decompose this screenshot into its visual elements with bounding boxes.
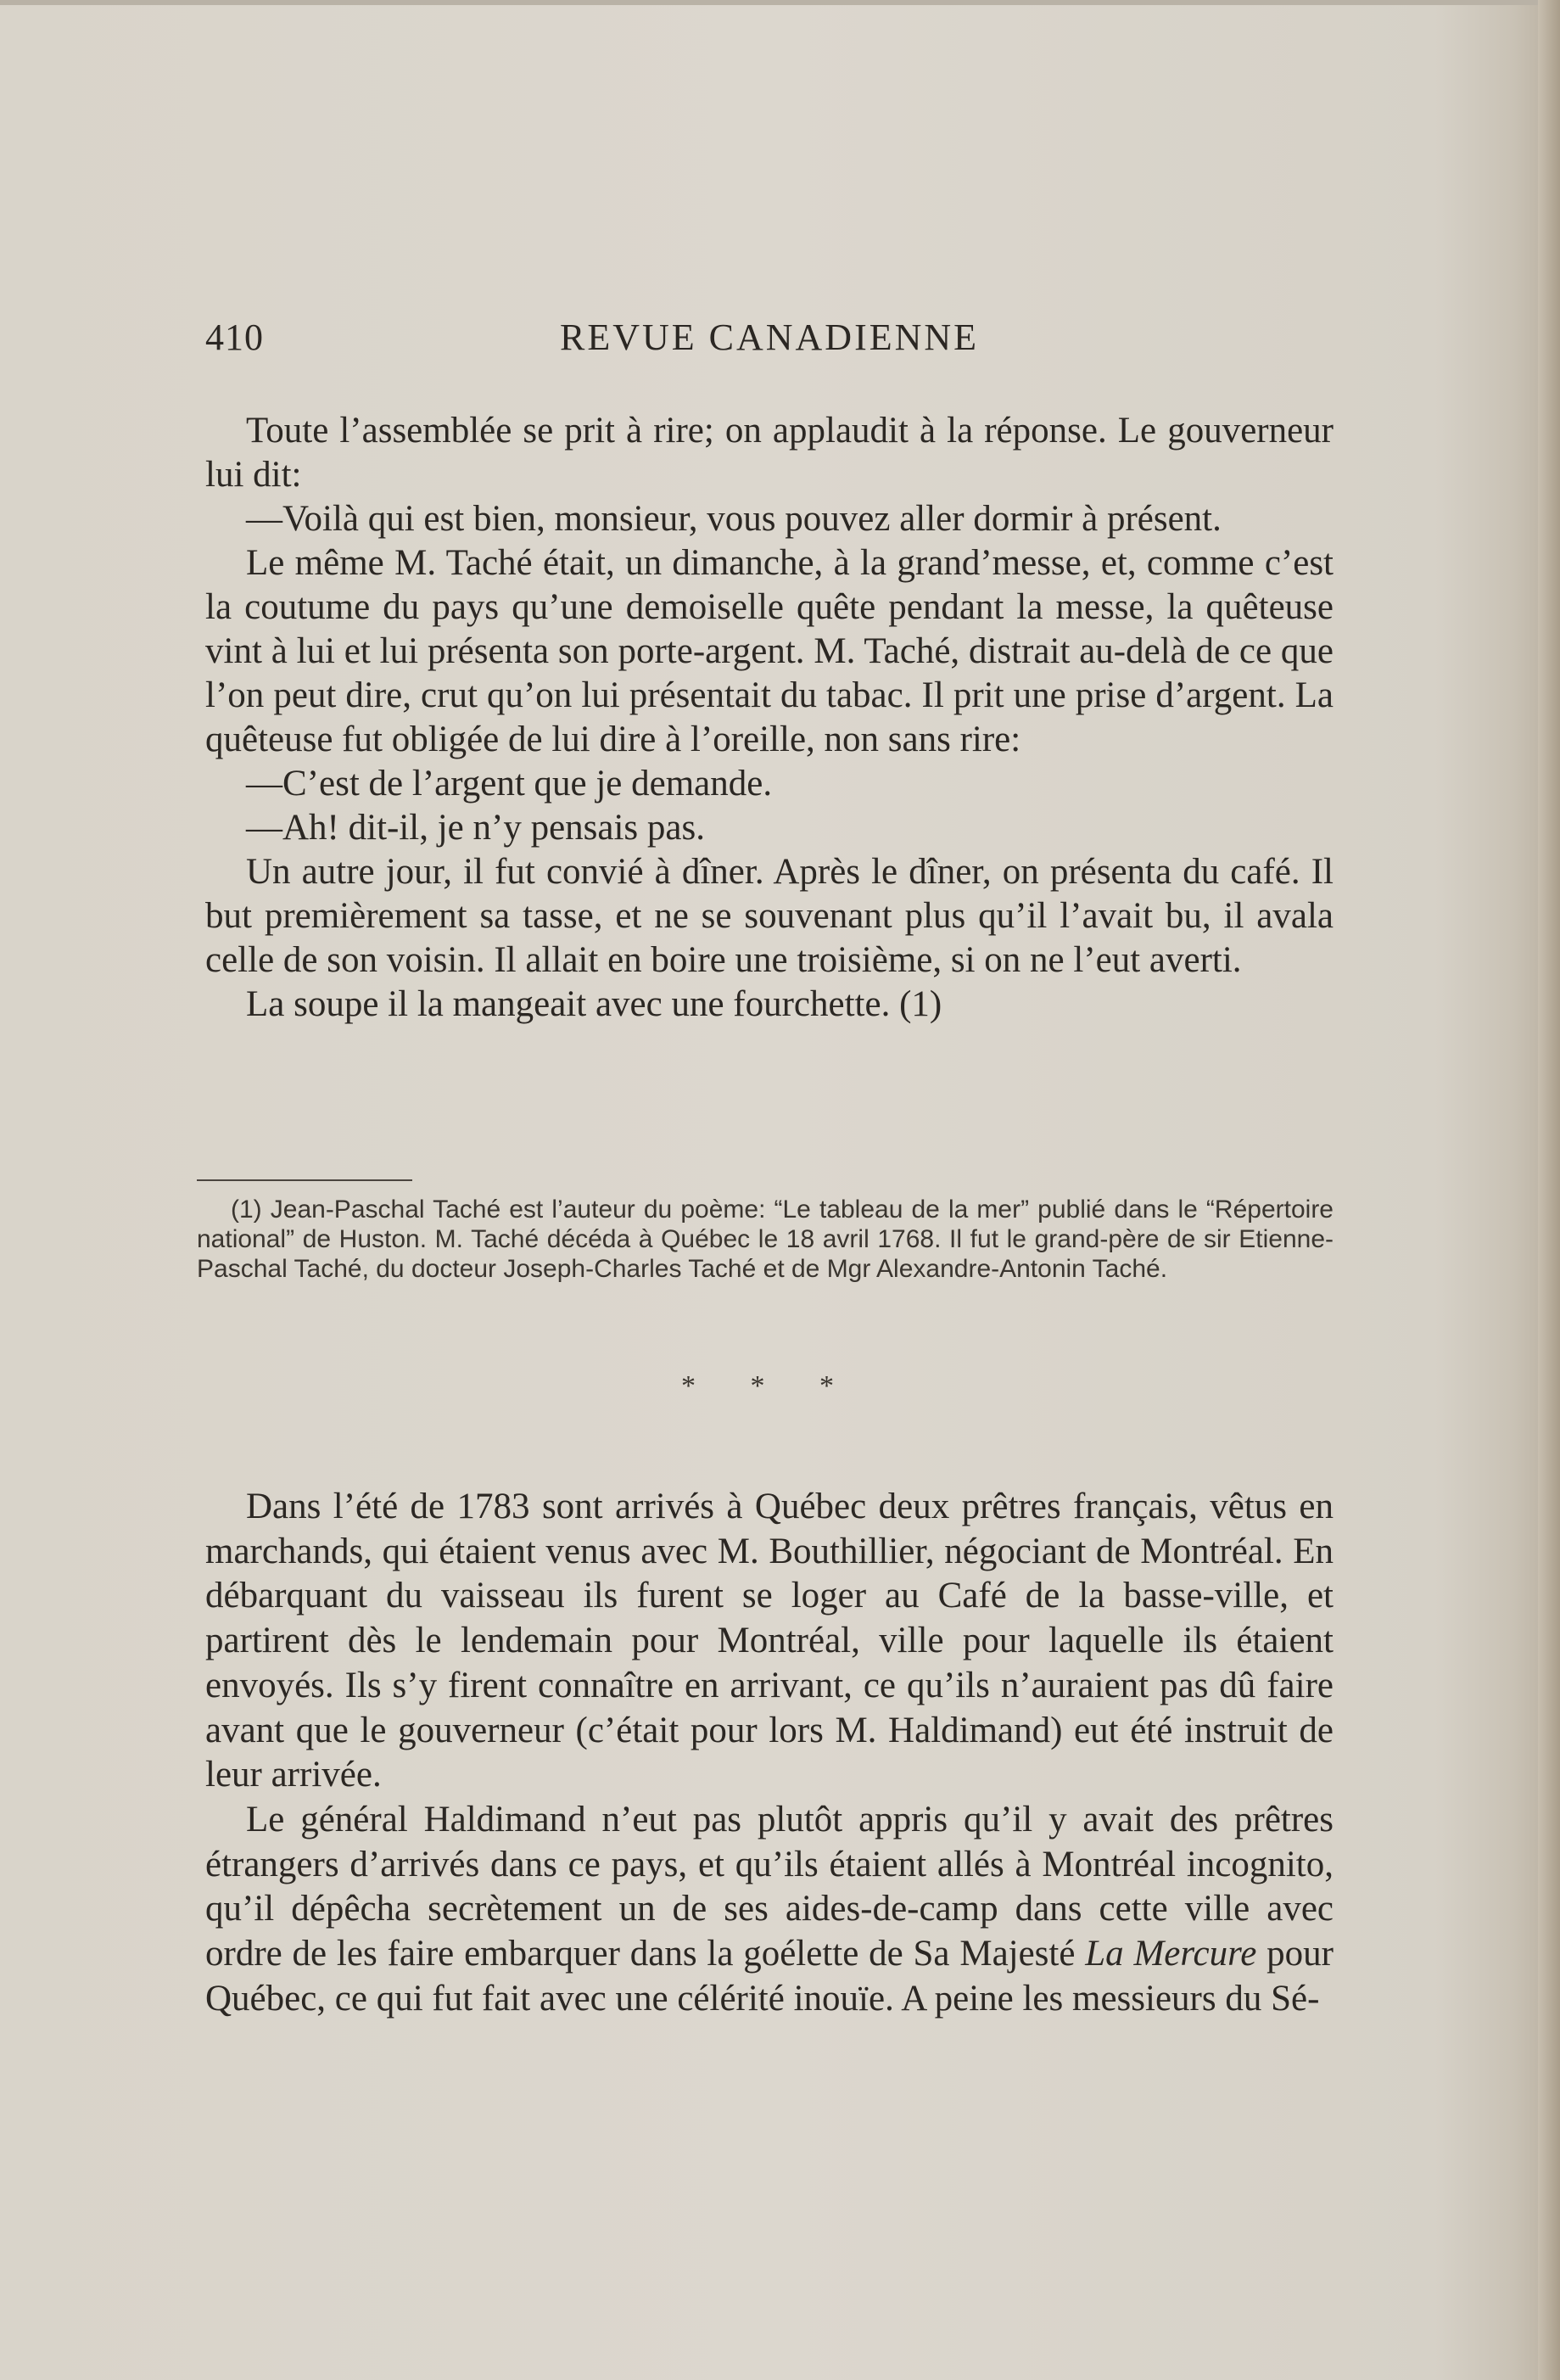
footnote [197,1195,1334,1284]
paragraph-soupe: La soupe il la mangeait avec une fourchette. (1) [246,984,942,1024]
running-title: REVUE CANADIENNE [559,316,980,358]
dialogue-voila: —Voilà qui est bien, monsieur, vous pouvez aller dormir à présent. [246,499,1222,539]
page-number: 410 [205,316,264,358]
dialogue-ah: —Ah! dit-il, je n’y pensais pas. [246,808,705,848]
haldimand-text-start: Le général Haldimand n’eut pas plutôt appris qu’il y avait des prêtres étrangers d’arrivés dans ce pays, et qu’ils étaient allés à Montréal incognito, qu’il dépêcha secrètement un de ses aides-de-camp dans cette ville avec ordre de les faire embarquer dans la goélette de Sa Majesté [205,1799,1334,1974]
paragraph-quete: Le même M. Taché était, un dimanche, à la grand’messe, et, comme c’est la coutume du pays qu’une demoiselle quête pendant la messe, la quêteuse vint à lui et lui présenta son porte-argent. M. Taché, distrait au-delà de ce que l’on peut dire, crut qu’on lui présentait du tabac. Il prit une prise d’argent. La quêteuse fut obligée de lui dire à l’oreille, non sans rire: [205,543,1334,759]
paragraph-pretres: Dans l’été de 1783 sont arrivés à Québec deux prêtres français, vêtus en marchands, qui étaient venus avec M. Bouthillier, négociant de Montréal. En débarquant du vaisseau ils furent se loger au Café de la basse-ville, et partirent dès le lendemain pour Montréal, ville pour laquelle ils étaient envoyés. Ils s’y firent connaître en arrivant, ce qu’ils n’auraient pas dû faire avant que le gouverneur (c’était pour lors M. Haldimand) eut été instruit de leur arrivée. [205,1487,1334,1795]
paragraph-assemblee: Toute l’assemblée se prit à rire; on applaudit à la réponse. Le gouverneur lui dit: [205,411,1334,495]
priests-section [205,1485,1334,2021]
paragraph-haldimand [205,1798,1334,2022]
page-binding-edge [1538,0,1560,2380]
page-top-edge [0,0,1560,5]
footnote-text: (1) Jean-Paschal Taché est l’auteur du poème: “Le tableau de la mer” publié dans le “Répertoire national” de Huston. M. Taché décéda à Québec le 18 avril 1768. Il fut le grand-père de sir Etienne-Paschal Taché, du docteur Joseph-Charles Taché et de Mgr Alexandre-Antonin Taché. [197,1196,1334,1283]
anecdote-section [205,409,1334,1027]
paragraph-diner: Un autre jour, il fut convié à dîner. Après le dîner, on présenta du café. Il but premièrement sa tasse, et ne se souvenant plus qu’il l’avait bu, il avala celle de son voisin. Il allait en boire une troisième, si on ne l’eut averti. [205,852,1334,980]
footnote-rule [197,1179,412,1181]
page-header [205,316,1334,367]
ship-name: La Mercure [1085,1934,1257,1974]
haldimand-text-end: pour Québec, ce qui fut fait avec une célérité inouïe. A peine les messieurs du Sé- [205,1934,1334,2019]
section-separator: * * * [681,1370,858,1402]
dialogue-argent: —C’est de l’argent que je demande. [246,764,773,804]
